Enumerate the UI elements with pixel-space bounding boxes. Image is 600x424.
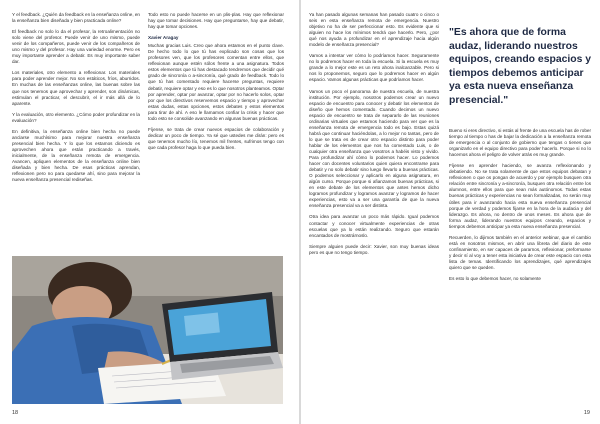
- speaker-name: Xavier Aragay: [148, 35, 179, 41]
- paragraph: Vamos a intentar ver cómo lo podríamos hacer. Seguramente no lo podremos hacer en toda la escuela. Si la escuela es muy grande a lo mejor este es un reto ahora inalcanzable. Pero si nos lo proponemos, seguro que lo podremos hacer en algún espacio. Vamos algunas prácticas que podríamos hacer.: [309, 53, 439, 83]
- page-number: 19: [583, 410, 590, 416]
- paragraph: Siempre alguien puede decir: Xavier, son muy buenas ideas pero es que no tengo tiempo.: [309, 243, 439, 255]
- paragraph: Y la evaluación, otro elemento. ¿Cómo poder profundizar en la evaluación?: [12, 111, 140, 123]
- right-page: [301, 0, 600, 424]
- paragraph: Otra idea para avanzar un poco más rápido. Igual podemos contactar y conocer virtualmente experiencias de otras escuelas que ya lo están realizando. Seguro que estarán encantados de mostrárnoslo.: [309, 214, 439, 238]
- paragraph: El feedback no solo lo da el profesor, la retroalimentación no solo viene del profesor. Puede venir de uno mismo, puede venir de los compañeros, puede venir de los compañeros de uno mismo y del profesor. Hay una variedad enorme. Pero es muy importante aprender a debatir. Es muy importante saber dar.: [12, 29, 140, 65]
- paragraph: En definitiva, la enseñanza online bien hecha no puede anclarse muchísimo para mejorar nuestra enseñanza presencial bien hecha. Y lo que los estamos diciendo es aprovechen ahora que están practicando a través, inicialmente, de la enseñanza remota de emergencia. Avancen, apliquen elementos de la enseñanza online bien diseñada y bien hecha. De esas prácticas aprendan, reflexionen pero no para quedarse ahí, sino para mejorar la nueva enseñanza presencial rediseñas.: [12, 128, 140, 183]
- paragraph: Fíjense, se trata de crear nuevos espacios de colaboración y dedicar un poco de tiempo. Ya sé que ustedes me dirán: pero es que tenemos mucho lío, tenemos mil frentes, sufrimos tengo con que cada profesor haga lo que pueda bien.: [148, 126, 284, 150]
- left-column-1: [12, 12, 140, 188]
- student-laptop-image: [12, 256, 283, 404]
- paragraph: Muchas gracias Luis. Creo que ahora estamos en el punto clave. De hecho todo lo que tú has explicado son cosas que los profesores ven, que los profesores comentan entre ellos, que reflexionan aunque estén sólos frente a una asignatura. Todos estos elementos que tú has destacado tendremos que decidir qué grado de sincronía o a-sincronía, qué grado de feedback. Todo lo que tú has comentado requiere hacerse preguntas, requiere debatir, requiere optar y eso es lo que nosotros planteamos. Optar por aprender, optar por avanzar, optar por no hacerlo solos, optar por que los directivos reservemos espacio y tiempo y aprovechar estas dudas, estas opciones, estos debates y estos elementos para tirar de ahí. A eso le llamamos confiar la crisis y hacer que todo esto se consolide avanzando en algunas buenas prácticas.: [148, 43, 284, 121]
- paragraph: Todo esto no puede hacerse en un plis-plas. Hay que reflexionar hay que tomar decisiones. Hay que preguntarse, hay que debatir, hay que tomar opciones.: [148, 12, 284, 30]
- paragraph: Recuerden, lo dijimos también en el anterior webinar, que el cambio está en nosotros mismos, en abrir una libreta del diario de este confinamiento, en ser capaces de pararnos, reflexionar, preformarse y decir sí al voy a tener esta iniciativa de crear este espacio con esta lista de temas. Identificando los aprendizajes, qué aprendizajes quiero que se queden.: [449, 234, 591, 270]
- right-column-2: [449, 128, 591, 287]
- left-page: [0, 0, 299, 424]
- paragraph: Vamos un poco el panorama de nuestra escuela, de nuestra institución. Por ejemplo, nosotros podemos crear un nuevo espacio de encuentro para conocer y debatir los elementos de diseño que hemos comentado. Cuando decimos un nuevo espacio de encuentro se trata de separarlo de las reuniones ordinarias virtuales que estamos haciendo para ver que es la enseñanza remota de emergencia todo es bajo. Estas quizá habrá que continuar haciéndolas, a lo mejor no tantas, pero de lo que se trata es de crear otro espacio distinto para poder hablar de los elementos que nos ha comentado Luis, o de cualquier otra enseñanza que vosotros a habéis visto y vivido. Para profundizar ahí cómo lo podemos hacer. Lo podemos hacer con docentes voluntarios quien quiera encontrarse para debatir y no solo debatir sino luego llevarlo a buenas prácticas. O podemos seleccionar y aplicarlo en alguna asignatura, en algún curso. Porque porque si afianzamos buenas prácticas, si en este debate de los elementos que antes hemos dicho logramos profundizar y logramos avanzar y logramos de hacer experiencias, esto va a ser una garantía de que la nueva enseñanza presencial va a ser distinta.: [309, 88, 439, 209]
- pull-quote: "Es ahora que de forma audaz, liderando nuestros equipos, creando espacios y tiempos debemos anticipar ya esta nueva enseñanza presencial.": [449, 27, 592, 106]
- paragraph: Fíjense en aprender haciendo, se avanza reflexionando y debatiendo. No se trata solamente de que estos equipos debatan y reflexionen o que os pongan de acuerdo y por ejemplo busquen otra relación entre sincronía y a-sincronía, busquen otra relación entre los alumnos, entre ellos para que sean más autónomos. Todas estas buenas prácticas y experiencias no sean formalizadas, no serán muy útiles para ir avanzando hacia esta nueva enseñanza presencial porque de verdad y podemos fijarse en la hora de la audacia y del liderazgo. Es ahora, no dentro de unos meses. Es ahora que de forma audaz, liderando nuestros equipos creando, espacios y tiempos debemos anticipar ya esta nueva enseñanza presencial.: [449, 163, 591, 229]
- paragraph: Ya han pasado algunas semanas han pasado cuatro o cinco o seis en esta enseñanza remota de emergencia. Nuestro objetivo no ha de ser perfeccionar esto. Es evidente que si alguien no hace los mínimos tendrá que hacerlo. Pero, ¿por qué nos ayuda a profundizar en el aprendizaje hacia algún modelo de enseñanza presencial?: [309, 12, 439, 48]
- page-number: 18: [12, 410, 19, 416]
- left-column-2: [148, 12, 284, 156]
- paragraph: Es esto lo que debemos hacer, no solamente: [449, 276, 541, 282]
- right-column-1: [309, 12, 439, 261]
- paragraph: Bueno si eres directivo, si estás al frente de una escuela has de rober tiempo al tiempo o has de bajar la dedicación a la enseñanza remota de emergencia o al conjunto de gobierno que tengas o tienes que organizarlo en el equipo directivo para poder hacerlo. Porque si no lo hacemos ahora el peligro de volver atrás es muy grande.: [449, 128, 591, 158]
- student-photo: [12, 256, 283, 404]
- paragraph: Los materiales, otro elemento a reflexionar. Los materiales para poder aprender mejor. No son estáticos, fríos, aburridos. En muchas de las enseñanzas online, las buenas sobre las que nos tenemos que aprovechar y aprender, son dinámicas, estimulan el practicar, el descubrir, el ir más allá de lo aparente.: [12, 70, 140, 106]
- paragraph: Y el feedback. ¿Quién da feedback en la enseñanza online, en la enseñanza bien diseñada y bien practicada online?: [12, 12, 140, 24]
